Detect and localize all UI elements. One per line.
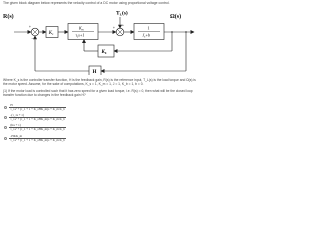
plant-denominator: $J_s+b$ [142,32,150,39]
plant-numerator: 1 [147,25,150,31]
block-diagram [0,0,200,75]
option-1-denominator: τ_1s² + (τ_1 + 1 + K_sHK_m)s + K_m K_b [10,106,65,111]
sum2-left-sign: + [113,26,115,30]
question-intro: The given block diagram below represents the velocity control of a DC motor using proportional voltage control. [3,1,170,5]
option-4-radio[interactable] [4,137,7,140]
option-1-radio[interactable] [4,106,7,109]
sum1-plus-sign: + [29,25,31,29]
back-emf-label: $K_b$ [101,50,107,55]
question-text: (1) If the motor load is controlled such that it has zero speed for a given load torque, i.e. R(s) = 0, then what will be the closed loop transfer function due to changes in the feedback gain H? [3,89,193,98]
disturbance-label: $T_L(s)$ [116,10,128,17]
sensor-label: H [92,69,97,75]
option-2-numerator: -(τ_1s + 1) [10,113,24,117]
option-2-denominator: τ_1s² + (τ_1 + 1 + K_sHK_m)s + K_m K_b [10,116,65,121]
option-1[interactable] [4,104,66,111]
option-3-radio[interactable] [4,126,7,129]
input-label: R(s) [3,14,14,20]
summing-junction-1 [31,28,39,36]
option-3-numerator: (Ks + 1) [10,123,21,127]
controller-label: $K_s$ [48,31,54,36]
option-4[interactable] [4,135,66,142]
option-4-denominator: τ_1s² + (τ_1 + 1 + K_sHK_m)s + K_m K_b [10,137,65,142]
summing-junction-2 [116,28,124,36]
motor-gain-numerator: $K_m$ [79,25,84,32]
option-4-numerator: -HKK_m [10,134,23,138]
option-1-numerator: H [10,103,13,107]
option-2-radio[interactable] [4,116,7,119]
option-2[interactable] [4,114,66,121]
sum1-minus-sign: − [31,37,34,41]
output-label: Ω(s) [170,14,182,20]
option-3[interactable] [4,124,66,131]
motor-gain-denominator: $\tau_1s+1$ [75,32,85,39]
option-3-denominator: τ_1s² + (τ_1 + 1 + K_sHK_m)s + K_m K_b [10,126,65,131]
definitions-text: Where K_s is the controller transfer function, H is the feedback gain, R(s) is the reference input, T_L(s) is the load torque and Ω(s) is the motor speed. Assume, for the sake of computations, K_s = 1, K_m = 1, J = 1, K_b = 1, b = 0. [3,78,196,87]
sum2-top-sign: + [122,23,124,28]
